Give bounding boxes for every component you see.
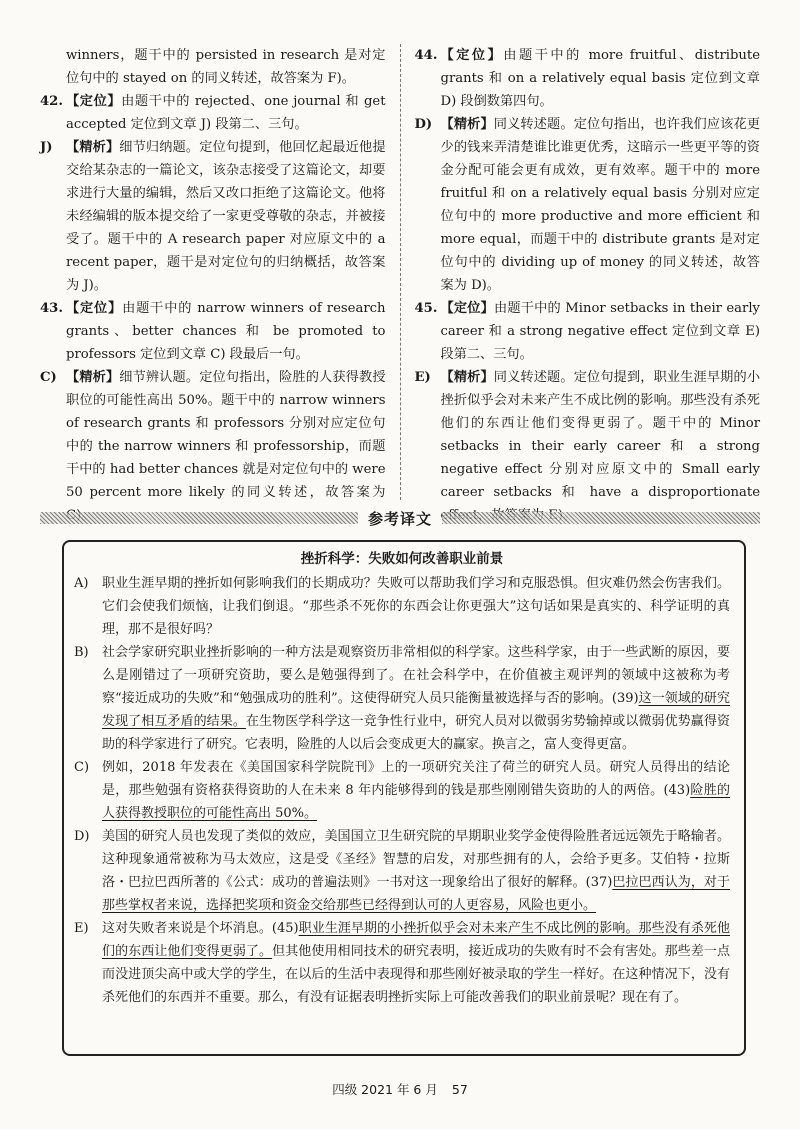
explanation-paragraph — [415, 297, 761, 366]
translation-label: A) — [74, 576, 89, 591]
translation-text — [102, 572, 730, 641]
underlined-sentence: 险胜的人获得教授职位的可能性高出 50%。 — [102, 783, 730, 821]
item-label: C) — [40, 370, 57, 385]
explanation-paragraph — [40, 136, 386, 297]
text-segment: 社会学家研究职业挫折影响的一种方法是观察资历非常相似的科学家。这些科学家，由于一些武断的原因，要么是刚错过了一项研究资助，要么是勉强得到了。在社会科学中，在价值被主观评判的领域中这被称为考察“接近成功的失败”和“勉强成功的胜利”。这使得研究人员只能衡量被选择与否的影响。(39) — [102, 645, 730, 706]
hatch-left — [40, 512, 358, 524]
translation-paragraph — [74, 641, 730, 756]
translation-paragraph — [74, 917, 730, 1009]
translation-text — [102, 825, 730, 917]
item-body: 细节归纳题。定位句提到，他回忆起最近他提交给某杂志的一篇论文，该杂志接受了这篇论文，却要求进行大量的编辑，然后又改口拒绝了这篇论文。他将未经编辑的版本提交给了一家更受尊敬的杂志，并被接受了。题干中的 A research paper 对应原文中的 a recent paper，题干是对定位句的归纳概括，故答案为 J)。 — [66, 140, 386, 293]
text-segment: 美国的研究人员也发现了类似的效应，美国国立卫生研究院的早期职业奖学金使得险胜者远远领先于略输者。这种现象通常被称为马太效应，这是受《圣经》智慧的启发，对那些拥有的人，会给予更多。艾伯特・拉斯洛・巴拉巴西所著的《公式：成功的普遍法则》一书对这一现象给出了很好的解释。(37) — [102, 829, 730, 890]
translation-paragraphs — [74, 572, 730, 1009]
left-column — [40, 44, 400, 500]
explanation-paragraph — [415, 44, 761, 113]
translation-paragraph — [74, 756, 730, 825]
item-label: 44. — [414, 48, 438, 63]
underlined-sentence: 职业生涯早期的小挫折似乎会对未来产生不成比例的影响。那些没有杀死他们的东西让他们变得更弱了。 — [102, 921, 730, 959]
item-body: 由题干中的 narrow winners of research grants、better chances 和 be promoted to professors 定位到文章 C) 段最后一句。 — [66, 301, 386, 362]
explanation-paragraph — [415, 113, 761, 297]
item-text — [441, 113, 761, 297]
explanation-paragraph — [40, 366, 386, 527]
item-text — [441, 366, 761, 527]
text-segment: 职业生涯早期的挫折如何影响我们的长期成功？失败可以帮助我们学习和克服恐惧。但灾难仍然会伤害我们。它们会使我们烦恼，让我们倒退。“那些杀不死你的东西会让你更强大”这句话如果是真实的、科学证明的真理，那不是很好吗？ — [102, 576, 730, 637]
explanation-paragraph — [40, 90, 386, 136]
item-text — [66, 90, 386, 136]
item-body: 由题干中的 rejected、one journal 和 get accepted 定位到文章 J) 段第二、三句。 — [66, 94, 386, 132]
item-text — [66, 366, 386, 527]
item-label: D) — [414, 117, 433, 132]
item-tag: 【定位】 — [440, 301, 494, 316]
item-label: J) — [40, 140, 53, 155]
explanation-paragraph — [415, 366, 761, 527]
item-label: 45. — [414, 301, 438, 316]
section-divider — [40, 508, 760, 528]
item-body: 同义转述题。定位句指出，也许我们应该花更少的钱来弄清楚谁比谁更优秀，这暗示一些更平等的资金分配可能会更有成效，更有效率。题干中的 more fruitful 和 on a relatively equal basis 分别对应定位句中的 more productive and more efficient 和 more equal，而题干中的 distribute grants 是对定位句中的 dividing up of money 的同义转述，故答案为 D)。 — [440, 117, 761, 293]
item-label: E) — [414, 370, 431, 385]
item-text — [66, 136, 386, 297]
item-tag: 【定位】 — [66, 301, 123, 316]
item-text — [441, 297, 761, 366]
item-label: 43. — [40, 301, 63, 316]
section-title: 参考译文 — [368, 509, 433, 528]
translation-paragraph — [74, 825, 730, 917]
translation-text — [102, 756, 730, 825]
item-body: 由题干中的 more fruitful、distribute grants 和 on a relatively equal basis 定位到文章 D) 段倒数第四句。 — [440, 48, 761, 109]
item-label: 42. — [40, 94, 63, 109]
translation-label: E) — [74, 921, 89, 936]
item-tag: 【定位】 — [66, 94, 122, 109]
item-text — [441, 44, 761, 113]
translation-label: B) — [74, 645, 89, 660]
translation-text — [102, 641, 730, 756]
explanation-paragraph — [40, 297, 386, 366]
item-body: 同义转述题。定位句提到，职业生涯早期的小挫折似乎会对未来产生不成比例的影响。那些没有杀死他们的东西让他们变得更弱了。题干中的 Minor setbacks in their early career 和 a strong negative effect 分别对应原文中的 Small early career setbacks 和 have a disproportionate — [440, 370, 761, 500]
translation-text — [102, 917, 730, 1009]
item-tag: 【精析】 — [440, 370, 494, 385]
translation-label: C) — [74, 760, 90, 775]
underlined-sentence: 这一领域的研究发现了相互矛盾的结果。 — [102, 691, 730, 729]
translation-paragraph — [74, 572, 730, 641]
item-tag: 【精析】 — [66, 370, 120, 385]
underlined-sentence: 巴拉巴西认为，对于那些掌权者来说，选择把奖项和资金交给那些已经得到认可的人更容易，风险也更小。 — [102, 875, 730, 913]
explanation-paragraph — [40, 44, 386, 90]
right-column — [400, 44, 761, 500]
hatch-right — [442, 512, 760, 524]
item-tag: 【精析】 — [66, 140, 120, 155]
text-segment: 但其他使用相同技术的研究表明，接近成功的失败有时不会有害处。那些差一点而没进顶尖高中或大学的学生，在以后的生活中表现得和那些刚好被录取的学生一样好。在这种情况下，没有杀死他们的东西并不重要。那么，有没有证据表明挫折实际上可能改善我们的职业前景呢？现在有了。 — [102, 944, 730, 1005]
translation-box — [62, 540, 746, 1056]
text-segment: 例如，2018 年发表在《美国国家科学院院刊》上的一项研究关注了荷兰的研究人员。研究人员得出的结论是，那些勉强有资格获得资助的人在未来 8 年内能够得到的钱是那些刚刚错失资助的人的两倍。(43) — [102, 760, 730, 798]
page-footer — [0, 1080, 800, 1098]
page-number: 57 — [451, 1082, 468, 1097]
footer-label: 四级 2021 年 6 月 — [332, 1082, 438, 1097]
item-body: winners，题干中的 persisted in research 是对定位句中的 stayed on 的同义转述，故答案为 F)。 — [66, 48, 386, 86]
translation-label: D) — [74, 829, 90, 844]
item-text — [66, 297, 386, 366]
item-text — [40, 44, 386, 90]
answer-explanations — [40, 44, 760, 500]
item-body: 由题干中的 Minor setbacks in their early career 和 a strong negative effect 定位到文章 E) 段第二、三句。 — [440, 301, 760, 362]
item-body: 细节辨认题。定位句指出，险胜的人获得教授职位的可能性高出 50%。题干中的 narrow winners of research grants 和 professors 分别对应定位句中的 the narrow winners 和 professorship，而题干中的 had better chances 就是对定位句中的 were 50 percent more likely 的同义转述，故答案为 — [66, 370, 386, 500]
item-tag: 【定位】 — [440, 48, 504, 63]
translation-title: 挫折科学：失败如何改善职业前景 — [300, 551, 504, 567]
text-segment: 这对失败者来说是个坏消息。(45) — [102, 921, 299, 936]
text-segment: 在生物医学科学这一竞争性行业中，研究人员对以微弱劣势输掉或以微弱优势赢得资助的科学家进行了研究。它表明，险胜的人以后会变成更大的赢家。换言之，富人变得更富。 — [102, 714, 730, 752]
item-tag: 【精析】 — [440, 117, 494, 132]
